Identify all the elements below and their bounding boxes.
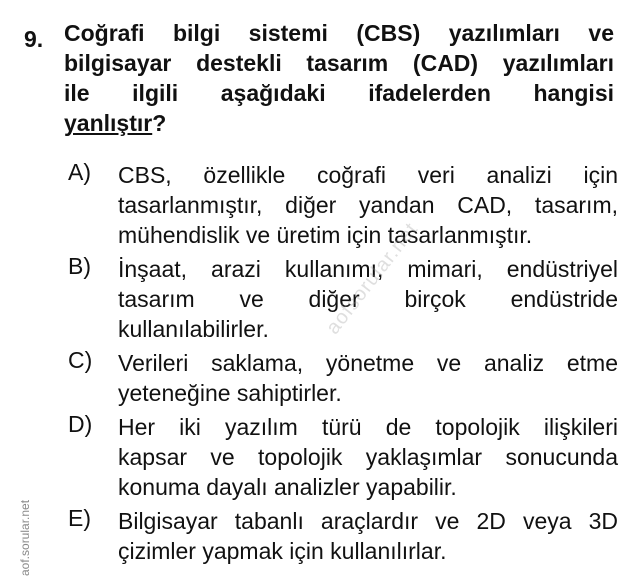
option-e[interactable]	[68, 506, 618, 566]
option-letter: D)	[68, 411, 93, 437]
watermark-side: aof.sorular.net	[18, 499, 32, 576]
option-line: Verileri saklama, yönetme ve analiz etme	[118, 350, 618, 376]
option-line: Bilgisayar tabanlı araçlardır ve 2D veya 3D	[118, 508, 618, 534]
option-a[interactable]	[68, 160, 618, 250]
question-stem	[64, 18, 614, 138]
option-text	[118, 506, 618, 566]
option-line: yeteneğine sahiptirler.	[118, 380, 342, 406]
option-line: mühendislik ve üretim için tasarlanmıştır.	[118, 222, 533, 248]
question-stem-line: bilgisayar destekli tasarım (CAD) yazılımları	[64, 50, 614, 76]
option-text	[118, 348, 618, 408]
option-text	[118, 160, 618, 250]
question-number: 9.	[24, 26, 44, 52]
question-stem-line: Coğrafi bilgi sistemi (CBS) yazılımları ve	[64, 20, 614, 46]
option-letter: B)	[68, 253, 91, 279]
option-line: CBS, özellikle coğrafi veri analizi için	[118, 162, 618, 188]
underlined-keyword: yanlıştır	[64, 110, 153, 136]
option-d[interactable]	[68, 412, 618, 502]
option-line: konuma dayalı analizler yapabilir.	[118, 474, 457, 500]
option-line: kullanılabilirler.	[118, 316, 269, 342]
option-line: tasarım ve diğer birçok endüstride	[118, 286, 618, 312]
option-line: kapsar ve topolojik yaklaşımlar sonucunda	[118, 444, 618, 470]
option-line: Her iki yazılım türü de topolojik ilişkileri	[118, 414, 618, 440]
question-stem-last-line	[64, 110, 166, 136]
option-text	[118, 412, 618, 502]
option-c[interactable]	[68, 348, 618, 408]
option-line: tasarlanmıştır, diğer yandan CAD, tasarım,	[118, 192, 618, 218]
option-letter: C)	[68, 347, 93, 373]
option-line: çizimler yapmak için kullanılırlar.	[118, 538, 447, 564]
option-line: İnşaat, arazi kullanımı, mimari, endüstriyel	[118, 256, 618, 282]
watermark-diagonal: aofsorular.net	[322, 218, 423, 339]
option-letter: E)	[68, 505, 91, 531]
option-letter: A)	[68, 159, 91, 185]
question-stem-line: ile ilgili aşağıdaki ifadelerden hangisi	[64, 80, 614, 106]
question-mark: ?	[152, 110, 167, 136]
answer-options	[68, 160, 618, 566]
